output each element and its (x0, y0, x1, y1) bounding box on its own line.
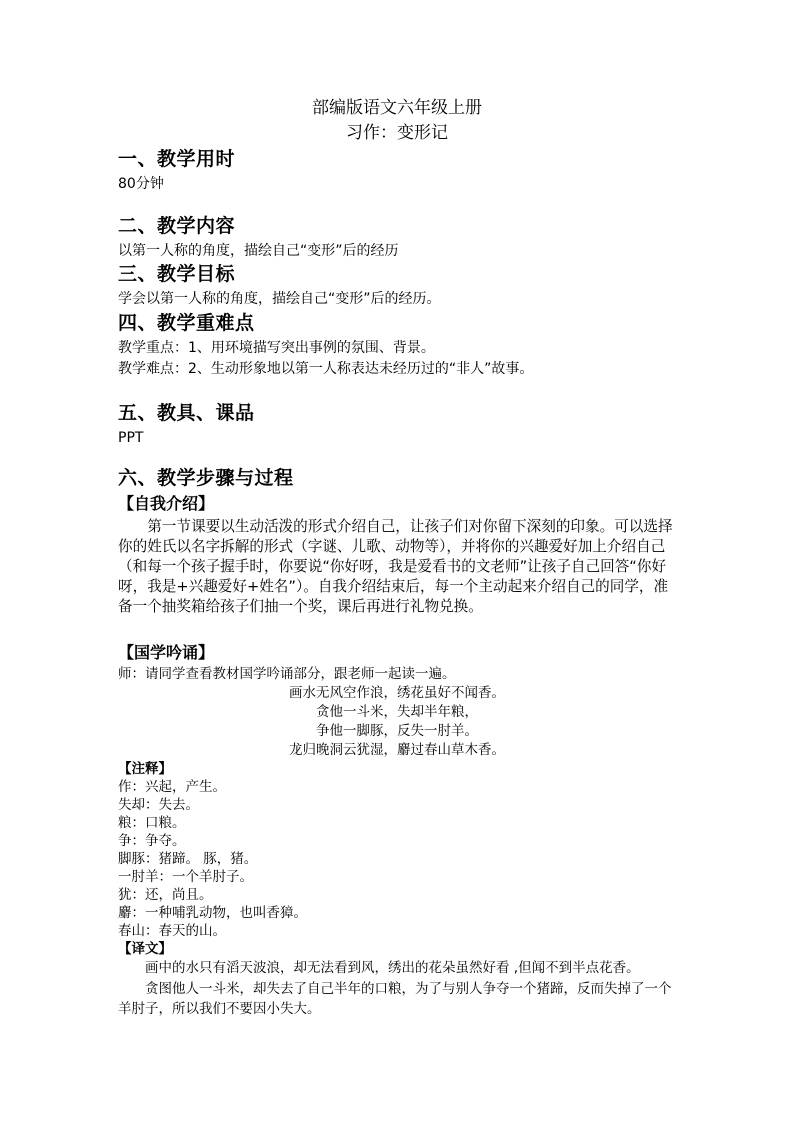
translation-paragraph: 画中的水只有滔天波浪，却无法看到风，绣出的花朵虽然好看 ,但闻不到半点花香。 (145, 960, 640, 976)
recite-teacher-line: 师：请同学查看教材国学吟诵部分，跟老师一起读一遍。 (118, 666, 456, 682)
section-body-tools: PPT (118, 430, 144, 446)
notes-heading: 【注释】 (118, 761, 172, 777)
note-item: 麝：一种哺乳动物，也叫香獐。 (118, 905, 307, 921)
intro-heading: 【自我介绍】 (118, 494, 215, 513)
note-item: 作：兴起，产生。 (118, 779, 226, 795)
translation-paragraph: 贪图他人一斗米，却失去了自己半年的口粮，为了与别人争夺一个猪蹄，反而失掉了一个羊肘子，所以我们不要因小失大。 (118, 981, 672, 1017)
section-heading-time: 一、教学用时 (118, 148, 236, 170)
note-item: 粮：口粮。 (118, 815, 186, 831)
intro-paragraph: 第一节课要以生动活泼的形式介绍自己，让孩子们对你留下深刻的印象。可以选择你的姓氏以名字拆解的形式（字谜、儿歌、动物等），并将你的兴趣爱好加上介绍自己（和每一个孩子握手时，你要说“你好呀，我是爱看书的文老师”让孩子自己回答“你好呀，我是+兴趣爱好+姓名”）。自我介绍结束后，每一个主动起来介绍自己的同学，准备一个抽奖箱给孩子们抽一个奖，课后再进行礼物兑换。 (118, 518, 673, 615)
section-body-goals: 学会以第一人称的角度，描绘自己“变形”后的经历。 (118, 291, 441, 307)
section-heading-steps: 六、教学步骤与过程 (118, 467, 294, 489)
document-subtitle: 习作：变形记 (346, 123, 448, 143)
section-body-key: 教学重点：1、用环境描写突出事例的氛围、背景。 (118, 340, 435, 356)
recite-heading: 【国学吟诵】 (118, 643, 215, 662)
section-heading-tools: 五、教具、课品 (118, 402, 255, 424)
section-body-difficulty: 教学难点：2、生动形象地以第一人称表达未经历过的“非人”故事。 (118, 361, 534, 377)
note-item: 争：争夺。 (118, 833, 186, 849)
note-item: 失却：失去。 (118, 797, 199, 813)
poem-line: 争他一脚豚，反失一肘羊。 (316, 723, 478, 739)
note-item: 脚豚：猪蹄。 豚，猪。 (118, 851, 258, 867)
note-item: 犹：还，尚且。 (118, 887, 213, 903)
translation-heading: 【译文】 (118, 941, 172, 957)
poem-line: 画水无风空作浪，绣花虽好不闻香。 (289, 685, 505, 701)
section-heading-goals: 三、教学目标 (118, 263, 236, 285)
note-item: 一肘羊：一个羊肘子。 (118, 869, 253, 885)
section-heading-content: 二、教学内容 (118, 215, 236, 237)
section-heading-keypoints: 四、教学重难点 (118, 312, 255, 334)
note-item: 春山：春天的山。 (118, 923, 226, 939)
poem-line: 龙归晚洞云犹湿，麝过春山草木香。 (289, 742, 505, 758)
section-body-content: 以第一人称的角度，描绘自己“变形”后的经历 (118, 243, 399, 259)
poem-line: 贪他一斗米，失却半年粮， (316, 704, 478, 720)
document-title: 部编版语文六年级上册 (312, 98, 482, 118)
section-body-time: 80分钟 (118, 176, 164, 192)
